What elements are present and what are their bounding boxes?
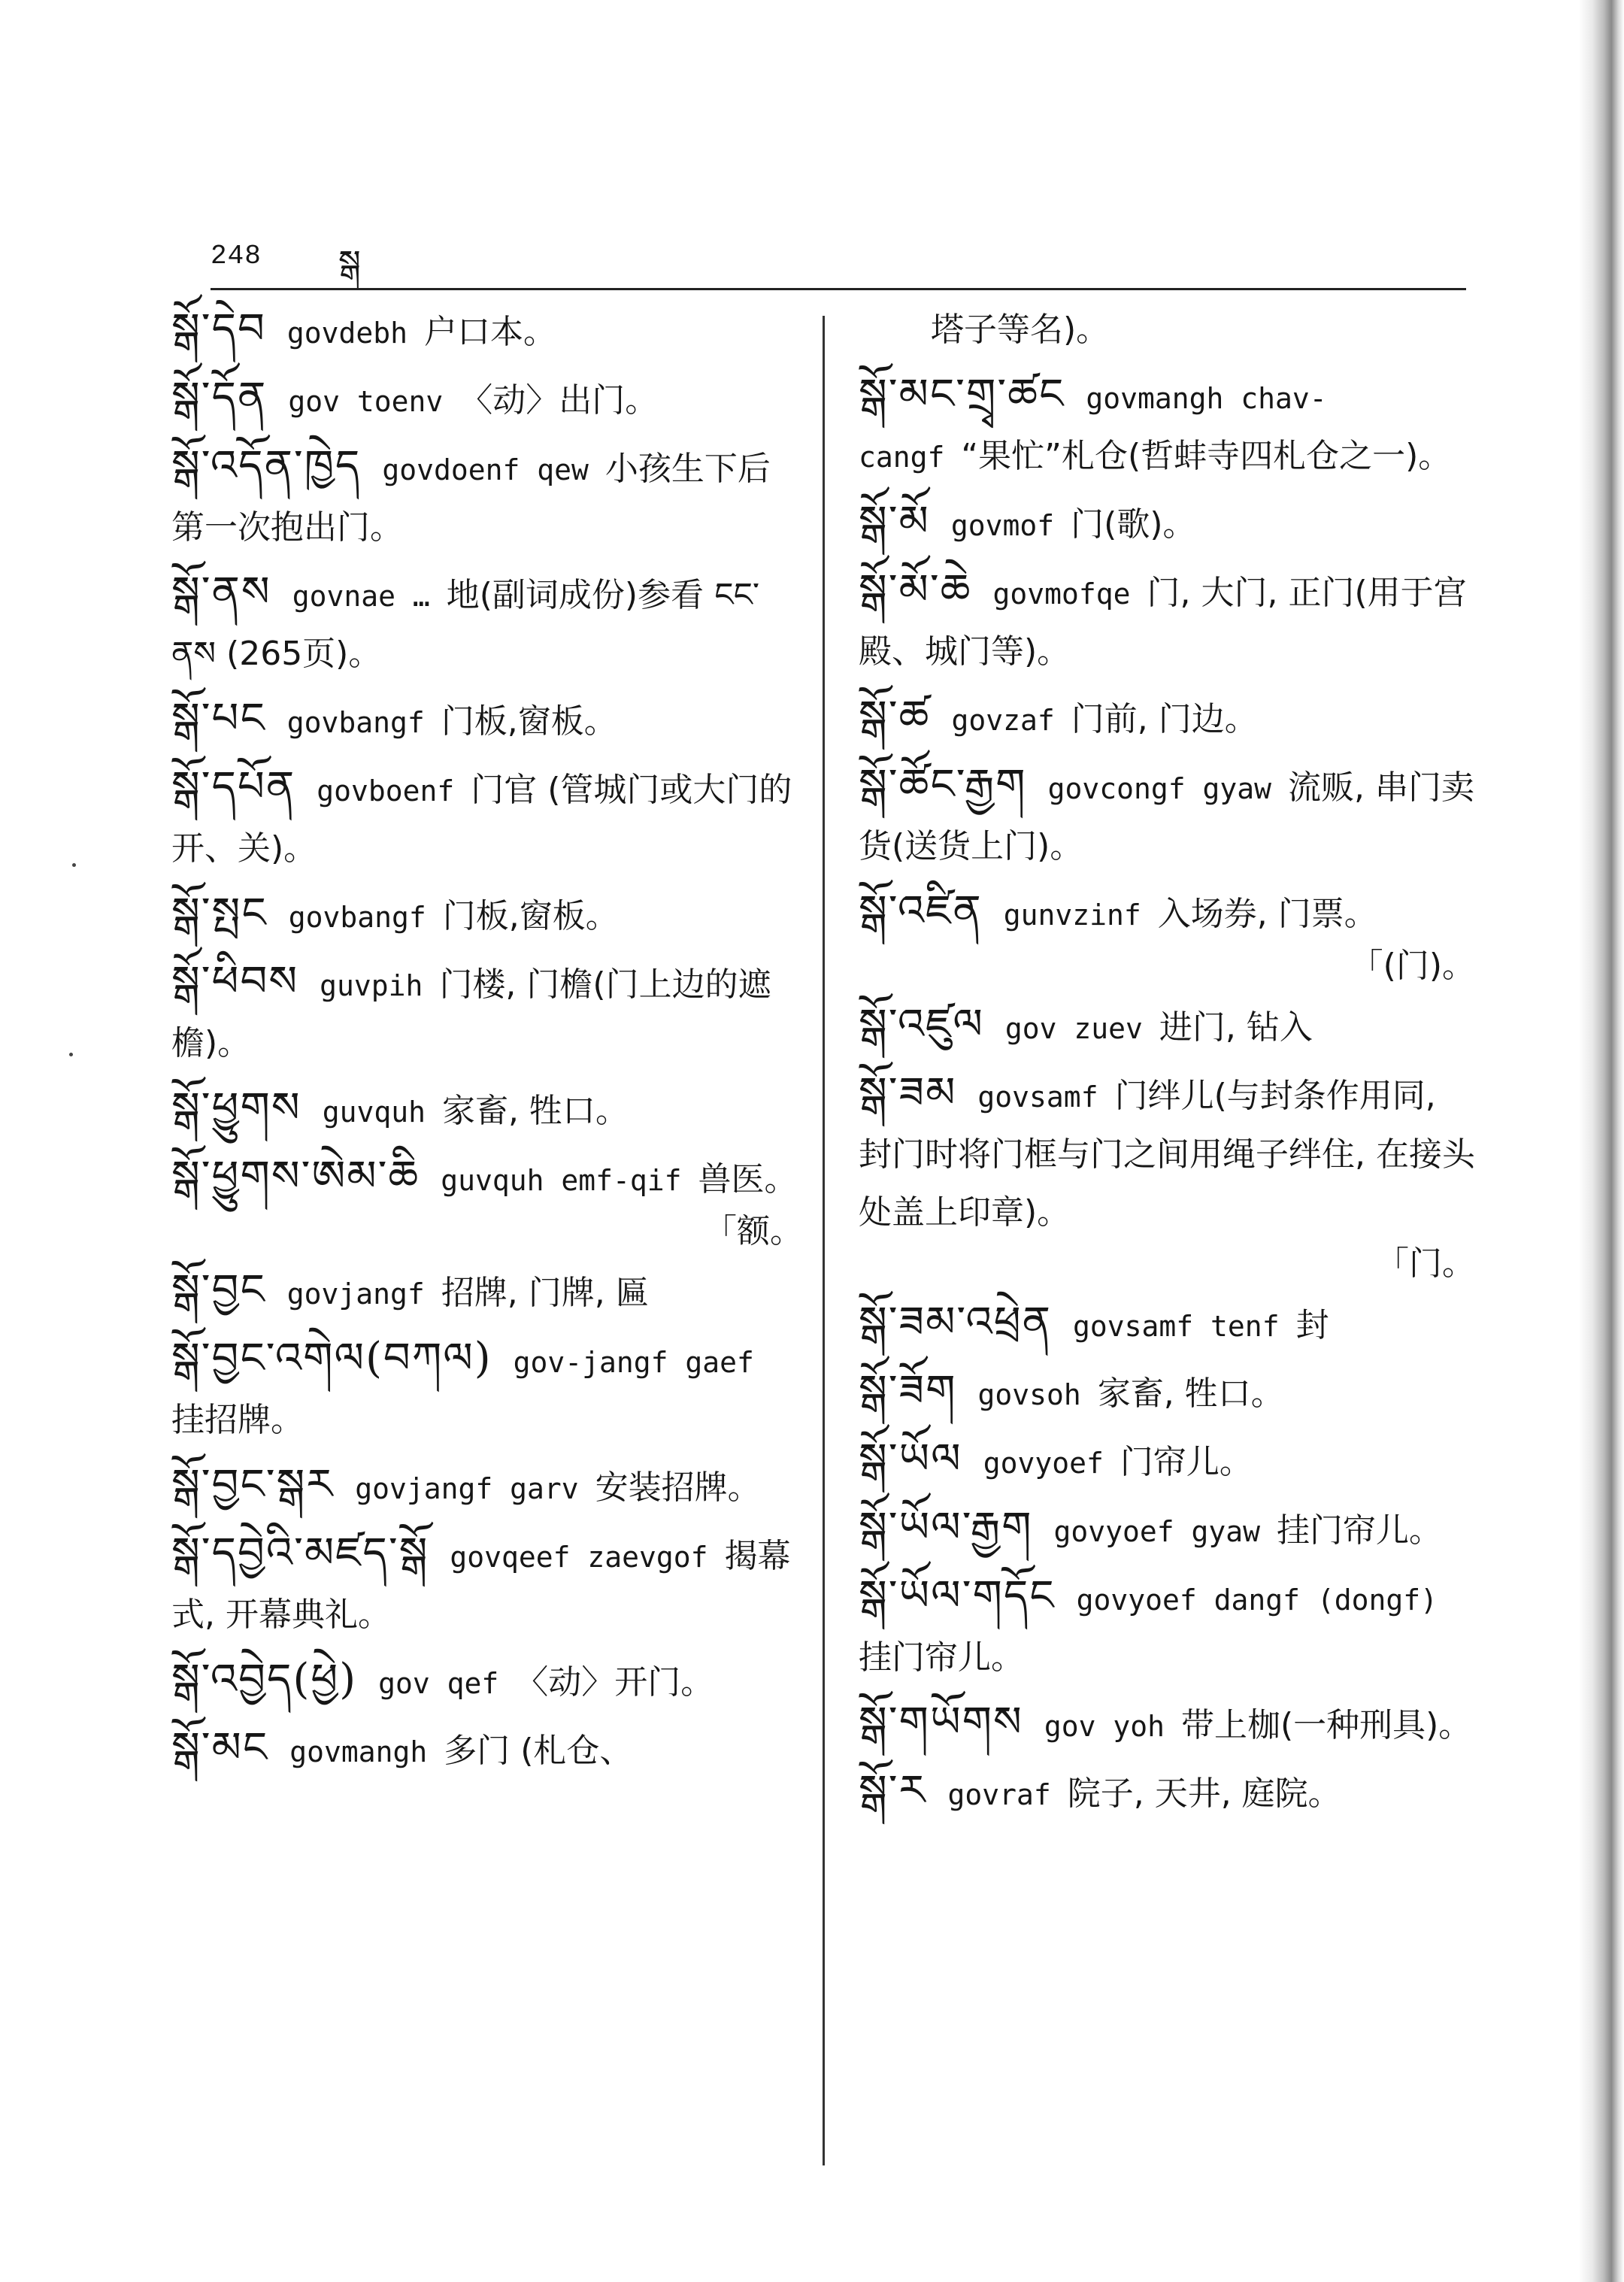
entry-romanization: govjangf [286,1277,425,1311]
entry-headword: སྒོ་མང [171,1723,269,1772]
entry-gloss: 〈动〉出门。 [459,381,659,420]
entry-continuation-marker: 「(门)。 [1350,947,1475,985]
entry-gloss: 挂招牌。 [171,1401,304,1439]
dictionary-entry [171,369,803,430]
page-header [211,239,361,282]
entry-headword: སྒོ་འབྱེད(ཕྱེ) [171,1655,358,1704]
entry-romanization: govyoef dangf (dongf) [1076,1583,1438,1617]
entry-gloss: 地(副词成份)参看 ངང་ནས (265页)。 [171,576,760,673]
entry-romanization: gunvzinf [1003,899,1141,932]
entry-gloss: 封 [1295,1306,1329,1344]
right-column [859,301,1475,1831]
dictionary-entry [171,438,803,556]
entry-headword: སྒོ་བྱང [171,1265,266,1314]
entry-romanization: govbangf [286,706,425,739]
entry-headword: སྒོ་བྱང་སྒར [171,1460,335,1509]
entry-headword: སྒོ་བྱང་འགེལ(བཀལ) [171,1334,492,1383]
dictionary-entry [859,1065,1475,1286]
left-column [171,301,803,1788]
dictionary-entry [859,1694,1475,1755]
entry-headword: སྒོ་ནས [171,568,271,617]
dictionary-entry [859,301,1475,359]
dictionary-entry [171,885,803,946]
entry-gloss: “果忙”札仓(哲蚌寺四札仓之一)。 [961,437,1452,475]
entry-romanization: govqeef zaevgof [450,1541,708,1574]
dictionary-entry [171,1651,803,1712]
dictionary-entry [171,759,803,877]
column-divider [823,316,825,2165]
entry-romanization: gov qef [378,1667,499,1700]
entry-romanization: gov-jangf gaef [513,1346,754,1379]
entry-romanization: govzaf [951,704,1055,737]
entry-gloss: 门板,窗板。 [441,702,617,741]
dictionary-entry [171,1456,803,1517]
entry-gloss: 入场券, 门票。 [1157,895,1377,933]
entry-romanization: govyoef [983,1447,1104,1480]
entry-gloss: 挂门帘儿。 [859,1638,1024,1677]
entry-gloss: 门绊儿(与封条作用同, 封门时将门框与门之间用绳子绊住, 在接头处盖上印章)。 [859,1077,1475,1232]
entry-headword: སྒོ་ཡོལ་གདོང [859,1571,1056,1620]
entry-romanization: gov yoh [1044,1710,1165,1743]
dictionary-entry [859,1762,1475,1823]
entry-romanization: guvquh [322,1096,426,1129]
dictionary-entry [171,953,803,1072]
dictionary-entry [859,688,1475,749]
entry-headword: སྒོ་དཔོན [171,762,296,811]
dictionary-entry [171,1080,803,1141]
entry-gloss: 门楼, 门檐(门上边的遮檐)。 [171,965,771,1062]
entry-romanization: govmof [950,509,1055,542]
dictionary-entry [171,564,803,683]
entry-headword: སྒོ་འཛིན [859,886,983,935]
dictionary-entry [859,756,1475,875]
dictionary-entry [859,366,1475,486]
entry-gloss: 门官 (管城门或大门的开、关)。 [171,771,792,868]
entry-gloss: 家畜, 牲口。 [441,1092,629,1130]
entry-continuation-marker: 「额。 [704,1212,803,1250]
entry-gloss: 门前, 门边。 [1071,700,1258,738]
entry-romanization: govjangf garv [355,1472,579,1505]
dictionary-entry [859,1499,1475,1560]
dictionary-entry [859,493,1475,554]
entry-headword: སྒོ་དབྱེའི་མཛད་སྒོ [171,1529,429,1577]
entry-romanization: govyoef gyaw [1053,1515,1261,1548]
dictionary-entry [171,1330,803,1449]
entry-headword: སྒོ་ཚོང་རྒྱག [859,760,1027,809]
page-number: 248 [211,241,262,271]
dictionary-entry [859,1294,1475,1355]
entry-gloss: 揭幕式, 开幕典礼。 [171,1537,791,1634]
dictionary-entry [859,996,1475,1057]
entry-headword: སྒོ་ཕྱུགས [171,1083,301,1132]
entry-headword: སྒོ་གཡོགས [859,1698,1023,1747]
dictionary-entry [171,301,803,362]
entry-headword: སྒོ་མོ [859,497,930,546]
entry-gloss: 进门, 钻入 [1159,1008,1313,1047]
entry-romanization: govdebh [286,317,408,350]
entry-gloss: 带上枷(一种刑具)。 [1180,1706,1472,1744]
entry-gloss: 院子, 天井, 庭院。 [1067,1774,1341,1813]
entry-gloss: 小孩生下后第一次抱出门。 [171,450,771,547]
entry-romanization: govmangh [289,1735,428,1768]
entry-romanization: gov toenv [288,385,444,418]
entry-headword: སྒོ་ཟོག [859,1366,957,1415]
dictionary-entry [859,883,1475,989]
entry-gloss: 塔子等名)。 [931,311,1110,349]
entry-headword: སྒོ་དོན [171,373,268,422]
dictionary-entry [171,1525,803,1644]
entry-headword: སྒོ་པང [171,694,266,743]
entry-gloss: 多门 (札仓、 [444,1732,633,1770]
entry-romanization: govboenf [317,774,455,808]
entry-gloss: 家畜, 牲口。 [1097,1374,1284,1413]
dictionary-entry [171,1262,803,1323]
entry-romanization: govdoenf qew [382,453,589,486]
entry-headword: སྒོ་དེབ [171,305,266,353]
dictionary-entry [859,562,1475,680]
entry-romanization: guvpih [320,969,423,1002]
entry-romanization: govnae … [292,580,430,613]
entry-headword: སྒོ་ཡོལ [859,1435,962,1483]
entry-gloss: 门帘儿。 [1120,1443,1253,1481]
entry-romanization: govmangh chav-cangf [859,382,1327,474]
entry-gloss: 兽医。 [698,1160,798,1199]
entry-headword: སྒོ་འདོན་ཁྱེད [171,441,362,490]
entry-gloss: 安装招牌。 [595,1468,761,1507]
dictionary-entry [171,1148,803,1254]
entry-headword: སྒོ་ཟམ [859,1068,957,1117]
entry-headword: སྒོ་མང་གྲྭ་ཚང [859,370,1065,419]
entry-romanization: govraf [947,1778,1051,1811]
entry-gloss: 挂门帘儿。 [1277,1511,1443,1550]
scan-speck [72,863,76,867]
dictionary-entry [171,690,803,751]
entry-romanization: gov zuev [1004,1012,1143,1045]
entry-romanization: govcongf gyaw [1047,772,1271,805]
book-binding-edge [1579,0,1624,2282]
section-letter: སྒ [338,244,361,282]
entry-romanization: govbangf [288,901,426,934]
dictionary-entry [859,1568,1475,1686]
dictionary-entry [859,1431,1475,1492]
entry-gloss: 门, 大门, 正门(用于宫殿、城门等)。 [859,574,1467,671]
dictionary-entry [859,1362,1475,1423]
header-rule [211,288,1466,290]
entry-gloss: 流贩, 串门卖货(送货上门)。 [859,768,1474,865]
entry-gloss: 招牌, 门牌, 匾 [441,1274,649,1312]
entry-headword: སྒོ་འཛུལ [859,1000,984,1049]
entry-gloss: 户口本。 [424,313,557,351]
entry-headword: སྒོ་ར [859,1766,927,1815]
scan-speck [69,1053,73,1056]
entry-headword: སྒོ་ཟམ་འཕྲེན [859,1298,1053,1347]
entry-headword: སྒོ་ཡོལ་རྒྱག [859,1503,1033,1552]
entry-romanization: govsoh [977,1378,1081,1411]
entry-headword: སྒོ་ཕིབས [171,957,299,1006]
entry-headword: སྒོ་སྤང [171,889,268,938]
entry-continuation-marker: 「门。 [1376,1244,1475,1283]
entry-romanization: guvquh emf-qif [441,1164,682,1197]
entry-romanization: govsamf [977,1080,1098,1114]
entry-romanization: govsamf tenf [1073,1310,1280,1343]
entry-headword: སྒོ་མོ་ཆེ [859,565,972,614]
entry-headword: སྒོ་ཕྱུགས་ཨེམ་ཆི [171,1152,420,1201]
entry-gloss: 门(歌)。 [1071,505,1196,544]
entry-gloss: 〈动〉开门。 [515,1663,714,1702]
entry-gloss: 门板,窗板。 [442,897,619,935]
entry-headword: སྒོ་ཚ [859,692,931,741]
dictionary-entry [171,1720,803,1780]
entry-romanization: govmofqe [992,577,1131,611]
